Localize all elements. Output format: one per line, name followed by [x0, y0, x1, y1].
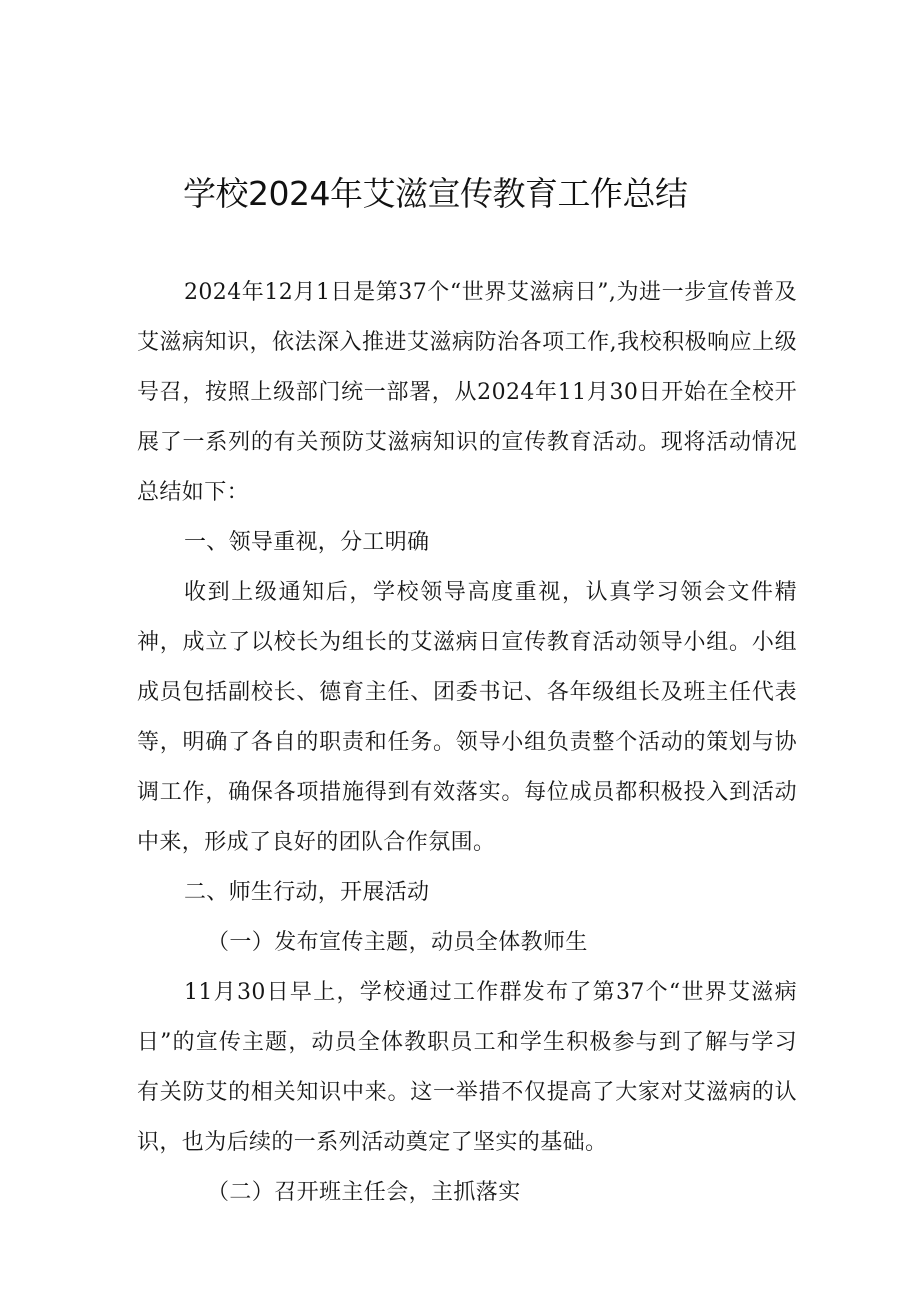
section-2-heading: 二、师生行动，开展活动	[184, 880, 430, 905]
subsection-2-1-paragraph: 11月30日早上，学校通过工作群发布了第37个“世界艾滋病日”的宣传主题，动员全体教职员工和学生积极参与到了解与学习有关防艾的相关知识中来。这一举措不仅提高了大家对艾滋病的认识，也为后续的一系列活动奠定了坚实的基础。	[137, 980, 797, 1155]
subsection-2-1-heading: （一）发布宣传主题，动员全体教师生	[207, 930, 588, 955]
section-1-paragraph: 收到上级通知后，学校领导高度重视，认真学习领会文件精神，成立了以校长为组长的艾滋病日宣传教育活动领导小组。小组成员包括副校长、德育主任、团委书记、各年级组长及班主任代表等，明确了各自的职责和任务。领导小组负责整个活动的策划与协调工作，确保各项措施得到有效落实。每位成员都积极投入到活动中来，形成了良好的团队合作氛围。	[137, 580, 797, 855]
document-title: 学校2024年艾滋宣传教育工作总结	[183, 174, 688, 213]
subsection-2-2-heading: （二）召开班主任会，主抓落实	[207, 1180, 521, 1205]
document-body	[137, 268, 797, 1218]
intro-paragraph: 2024年12月1日是第37个“世界艾滋病日”,为进一步宣传普及艾滋病知识，依法深入推进艾滋病防治各项工作,我校积极响应上级号召，按照上级部门统一部署，从2024年11月30日开始在全校开展了一系列的有关预防艾滋病知识的宣传教育活动。现将活动情况总结如下：	[137, 280, 797, 505]
section-1-heading: 一、领导重视，分工明确	[184, 530, 430, 555]
